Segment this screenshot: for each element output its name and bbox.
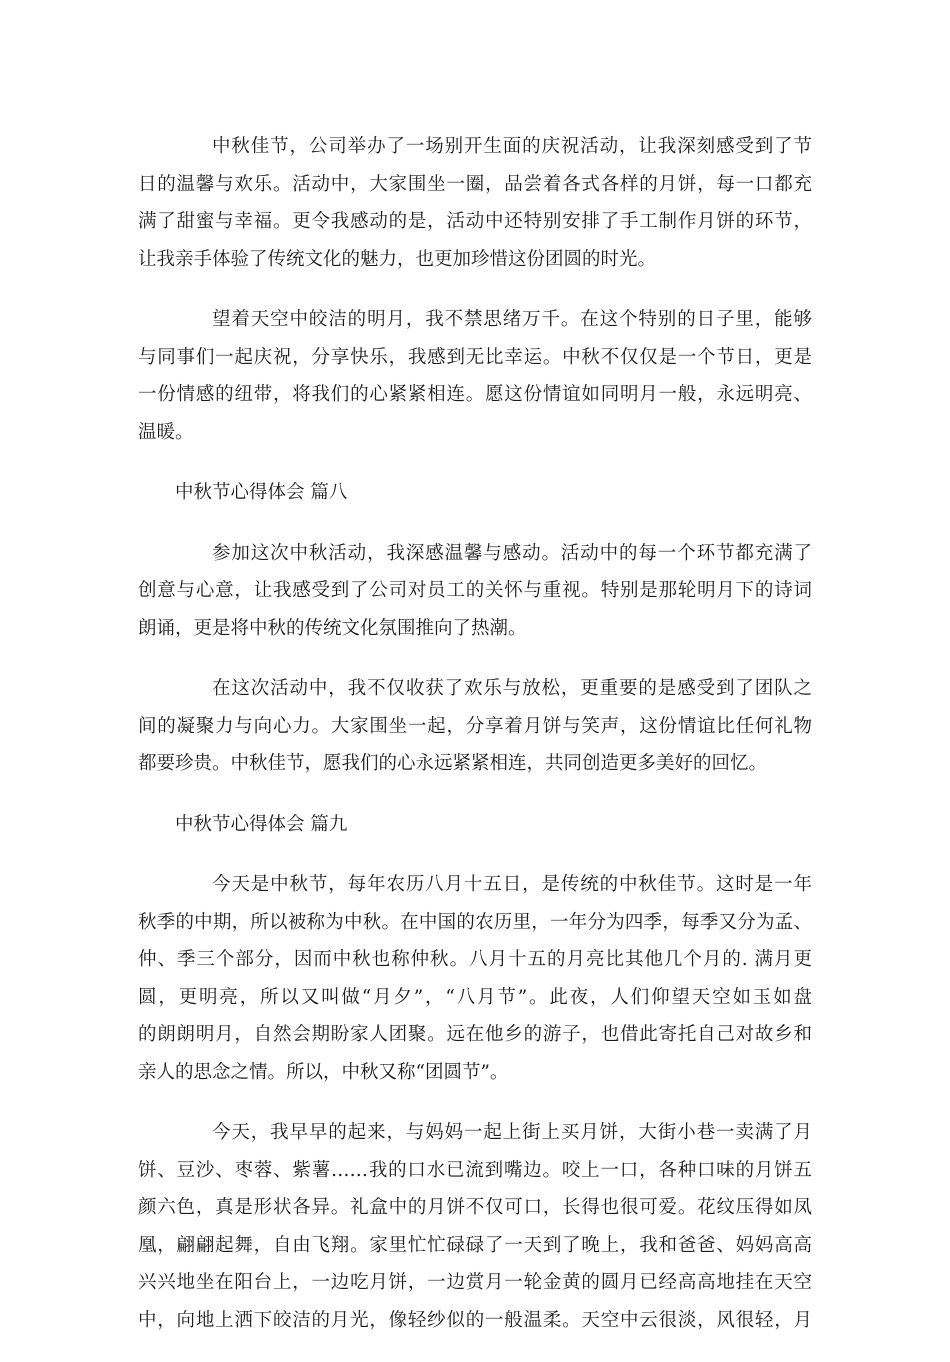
text-line: 间的凝聚力与向心力。大家围坐一起，分享着月饼与笑声，这份情谊比任何礼物: [138, 715, 812, 737]
text-line: 中，向地上洒下皎洁的月光，像轻纱似的一般温柔。天空中云很淡，风很轻，月: [138, 1309, 812, 1331]
paragraph: [138, 301, 812, 451]
paragraph: [138, 670, 812, 783]
paragraph: [138, 535, 812, 648]
paragraph: [138, 128, 812, 278]
text-line: 颜六色，真是形状各异。礼盒中的月饼不仅可口，长得也很可爱。花纹压得如凤: [138, 1197, 812, 1218]
section-heading: 中秋节心得体会 篇八: [175, 482, 348, 503]
text-line: 参加这次中秋活动，我深感温馨与感动。活动中的每一个环节都充满了: [212, 542, 812, 564]
text-line: 满了甜蜜与幸福。更令我感动的是，活动中还特别安排了手工制作月饼的环节，: [138, 211, 812, 232]
text-line: 让我亲手体验了传统文化的魅力，也更加珍惜这份团圆的时光。: [138, 248, 657, 270]
paragraph: [138, 1114, 812, 1339]
paragraph: [138, 866, 812, 1091]
text-line: 中秋佳节，公司举办了一场别开生面的庆祝活动，让我深刻感受到了节: [212, 136, 812, 157]
text-line: 兴兴地坐在阳台上，一边吃月饼，一边赏月一轮金黄的圆月已经高高地挂在天空: [138, 1272, 812, 1293]
text-line: 与同事们一起庆祝，分享快乐，我感到无比幸运。中秋不仅仅是一个节日，更是: [138, 346, 812, 368]
text-line: 望着天空中皎洁的明月，我不禁思绪万千。在这个特别的日子里，能够: [212, 309, 812, 330]
text-line: 日的温馨与欢乐。活动中，大家围坐一圈，品尝着各式各样的月饼，每一口都充: [138, 173, 812, 195]
text-line: 今天是中秋节，每年农历八月十五日，是传统的中秋佳节。这时是一年: [212, 874, 812, 895]
text-line: 朗诵，更是将中秋的传统文化氛围推向了热潮。: [138, 617, 527, 639]
text-line: 在这次活动中，我不仅收获了欢乐与放松，更重要的是感受到了团队之: [212, 678, 812, 699]
text-line: 圆，更明亮，所以又叫做“月夕”，“八月节”。此夜，人们仰望天空如玉如盘: [138, 986, 812, 1008]
document-body: [138, 128, 812, 1362]
text-line: 亲人的思念之情。所以，中秋又称“团圆节”。: [138, 1061, 509, 1083]
text-line: 今天，我早早的起来，与妈妈一起上街上买月饼，大街小巷一卖满了月: [212, 1122, 812, 1143]
text-line: 都要珍贵。中秋佳节，愿我们的心永远紧紧相连，共同创造更多美好的回忆。: [138, 753, 768, 774]
text-line: 创意与心意，让我感受到了公司对员工的关怀与重视。特别是那轮明月下的诗词: [138, 580, 812, 601]
text-line: 温暖。: [138, 421, 194, 443]
text-line: 秋季的中期，所以被称为中秋。在中国的农历里，一年分为四季，每季又分为孟、: [138, 911, 812, 933]
text-line: 饼、豆沙、枣蓉、紫薯……我的口水已流到嘴边。咬上一口，各种口味的月饼五: [138, 1159, 812, 1181]
text-line: 仲、季三个部分，因而中秋也称仲秋。八月十五的月亮比其他几个月的. 满月更: [138, 949, 812, 970]
text-line: 一份情感的纽带，将我们的心紧紧相连。愿这份情谊如同明月一般，永远明亮、: [138, 384, 812, 405]
section-heading: 中秋节心得体会 篇九: [175, 813, 348, 835]
text-line: 凰，翩翩起舞，自由飞翔。家里忙忙碌碌了一天到了晚上，我和爸爸、妈妈高高: [138, 1234, 812, 1256]
text-line: 的朗朗明月，自然会期盼家人团聚。远在他乡的游子，也借此寄托自己对故乡和: [138, 1024, 812, 1045]
